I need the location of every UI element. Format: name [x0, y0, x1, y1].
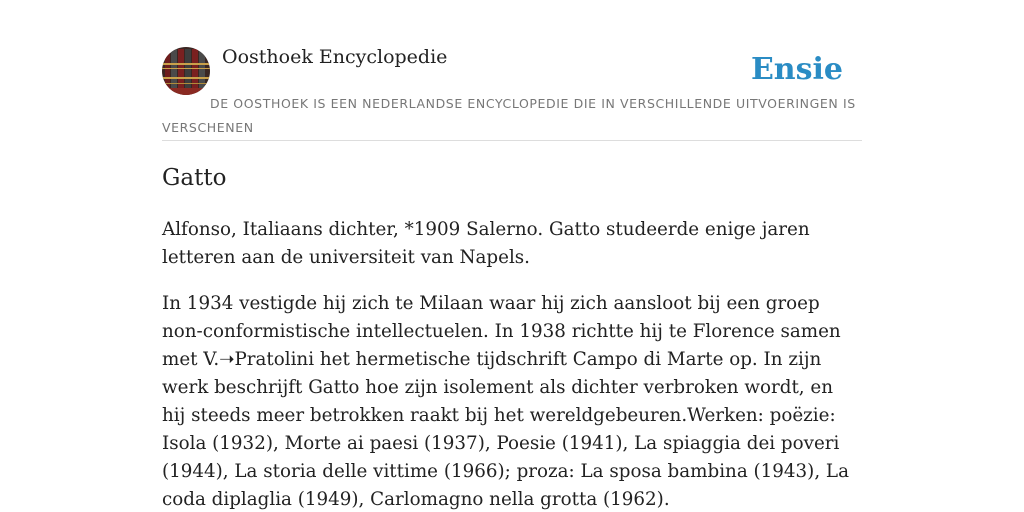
article-content: [162, 160, 862, 512]
site-header: [162, 44, 862, 141]
site-title[interactable]: Oosthoek Encyclopedie: [222, 46, 448, 68]
article-title: Gatto: [162, 165, 227, 191]
article-paragraph-2: In 1934 vestigde hij zich te Milaan waar hij zich aansloot bij een groep non-conformistische intellectuelen. In 1938 richtte hij te Florence samen met V.➝Pratolini het hermetische tijdschrift Campo di Marte op. In zijn werk beschrijft Gatto hoe zijn isolement als dichter verbroken wordt, en hij steeds meer betrokken raakt bij het wereldgebeuren.Werken: poëzie: Isola (1932), Morte ai paesi (1937), Poesie (1941), La spiaggia dei poveri (1944), La storia delle vittime (1966); proza: La sposa bambina (1943), La coda diplaglia (1949), Carlomagno nella grotta (1962).: [162, 293, 849, 510]
brand-logo-text[interactable]: Ensie: [750, 52, 843, 87]
site-tagline: DE OOSTHOEK IS EEN NEDERLANDSE ENCYCLOPEDIE DIE IN VERSCHILLENDE UITVOERINGEN IS VERSCHENEN: [162, 96, 856, 135]
book-spines-icon: [162, 47, 210, 95]
site-avatar[interactable]: [162, 47, 210, 95]
article-paragraph-1: Alfonso, Italiaans dichter, *1909 Salerno. Gatto studeerde enige jaren letteren aan de universiteit van Napels.: [162, 219, 810, 268]
